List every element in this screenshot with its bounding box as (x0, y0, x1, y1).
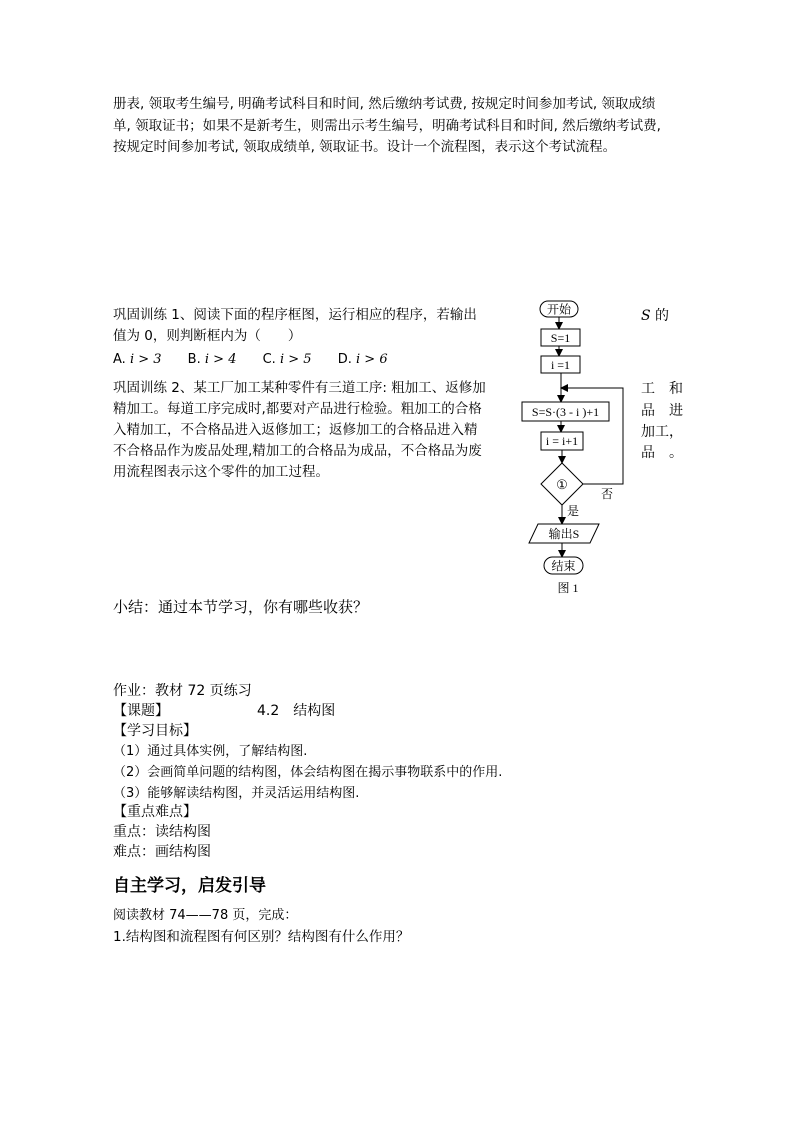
exercise-2-paragraph (113, 378, 486, 483)
flow-caption: 图 1 (557, 581, 579, 595)
option-c[interactable] (263, 352, 312, 367)
intro-paragraph (113, 94, 683, 159)
flow-output-text: 输出S (548, 527, 580, 541)
goal-item: （1）通过具体实例，了解结构图. (113, 744, 308, 759)
flowchart-figure-1 (510, 296, 640, 600)
option-expr: i > 5 (279, 352, 312, 367)
exercise-2-right-fragment: 品 进 (641, 403, 683, 419)
flow-start-text: 开始 (546, 302, 572, 317)
flow-update-s-text: S=S·(3 - i )+1 (531, 405, 600, 419)
option-expr: i > 3 (129, 352, 162, 367)
goal-item: （2）会画简单问题的结构图，体会结构图在揭示事物联系中的作用. (113, 765, 503, 780)
exercise-2-line: 精加工。每道工序完成时,都要对产品进行检验。粗加工的合格 (113, 401, 482, 417)
exercise-2-right-fragment: 工 和 (641, 381, 683, 397)
option-a[interactable] (113, 352, 162, 367)
option-label: C. (262, 352, 276, 367)
homework-line: 作业：教材 72 页练习 (113, 683, 252, 699)
goal-item: （3）能够解读结构图，并灵活运用结构图. (113, 786, 360, 801)
option-b[interactable] (188, 352, 237, 367)
reading-instruction: 阅读教材 74——78 页，完成： (113, 908, 298, 923)
option-label: D. (337, 352, 352, 367)
summary-question: 小结：通过本节学习，你有哪些收获？ (113, 598, 369, 616)
goals-label: 【学习目标】 (113, 723, 197, 739)
exercise-2-line: 用流程图表示这个零件的加工过程。 (113, 464, 329, 480)
exercise-2-right-fragment: 品 。 (641, 445, 683, 461)
exercise-1-line-2: 值为 0，则判断框内为（ ） (113, 328, 302, 344)
flow-decision-text: ① (556, 477, 568, 492)
difficulty-point: 难点：画结构图 (113, 844, 211, 860)
s-suffix: 的 (655, 308, 670, 324)
exercise-2-line: 入精加工，不合格品进入返修加工；返修加工的合格品进入精 (113, 422, 478, 438)
option-label: A. (113, 352, 126, 367)
option-label: B. (187, 352, 201, 367)
flow-yes-label: 是 (567, 504, 580, 518)
topic-label: 【课题】 (113, 703, 169, 719)
exercise-1-line-1: 巩固训练 1、阅读下面的程序框图，运行相应的程序，若输出 (113, 307, 477, 323)
flow-init-i-text: i =1 (550, 358, 571, 372)
option-d[interactable] (338, 352, 388, 367)
key-point: 重点：读结构图 (113, 824, 211, 840)
question-1: 1.结构图和流程图有何区别？结构图有什么作用？ (113, 929, 410, 945)
exercise-2-line: 巩固训练 2、某工厂加工某种零件有三道工序: 粗加工、返修加 (113, 380, 486, 396)
options-row (113, 352, 410, 367)
flow-end-text: 结束 (551, 559, 576, 573)
option-expr: i > 4 (204, 352, 237, 367)
intro-line: 册表, 领取考生编号, 明确考试科目和时间, 然后缴纳考试费, 按规定时间参加考试, 领取成绩 (113, 96, 656, 112)
exercise-2-line: 不合格品作为废品处理,精加工的合格品为成品，不合格品为废 (113, 443, 482, 459)
exercise-2-right-fragment: 加工， (641, 424, 683, 440)
goals-list (113, 741, 502, 804)
flow-init-s-text: S=1 (550, 331, 571, 345)
key-difficulty-label: 【重点难点】 (113, 804, 197, 820)
intro-line: 单, 领取证书；如果不是新考生，则需出示考生编号，明确考试科目和时间, 然后缴纳考试费, (113, 117, 661, 134)
exercise-1-tail (641, 305, 669, 325)
flow-update-i-text: i = i+1 (545, 434, 579, 448)
s-variable: S (641, 308, 651, 324)
intro-line: 按规定时间参加考试, 领取成绩单, 领取证书。设计一个流程图，表示这个考试流程。 (113, 139, 617, 155)
flow-no-label: 否 (601, 487, 614, 501)
option-expr: i > 6 (356, 352, 388, 367)
topic-title: 4.2 结构图 (257, 703, 336, 719)
section-heading: 自主学习，启发引导 (113, 876, 266, 896)
